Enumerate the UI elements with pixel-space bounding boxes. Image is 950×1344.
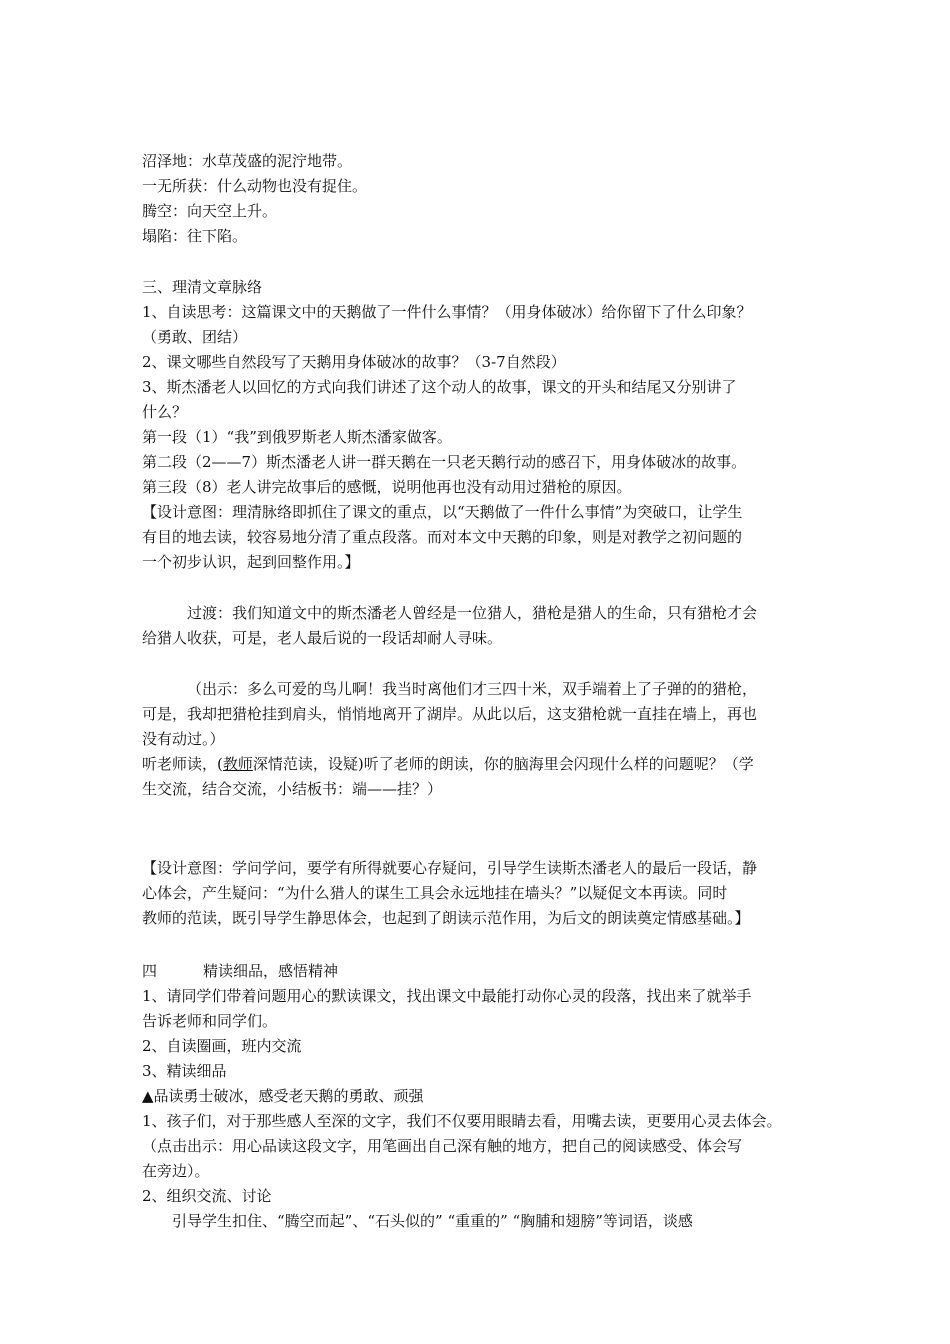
section-4-line: （点击出示：用心品读这段文字，用笔画出自己深有触的地方，把自己的阅读感受、体会写 [142, 1137, 743, 1155]
section-4-line: 2、自读圈画，班内交流 [142, 1037, 302, 1055]
transition-line: 给猎人收获，可是，老人最后说的一段话却耐人寻味。 [142, 629, 503, 647]
section-4-title [142, 960, 822, 982]
section-3-title: 三、理清文章脉络 [142, 278, 263, 296]
quote-line: 可是，我却把猎枪挂到肩头，悄悄地离开了湖岸。从此以后，这支猎枪就一直挂在墙上，再也 [142, 705, 758, 723]
section-4-line: 在旁边）。 [142, 1162, 210, 1180]
section-4-line: 3、精读细品 [142, 1062, 227, 1080]
transition-line: 过渡：我们知道文中的斯杰潘老人曾经是一位猎人，猎枪是猎人的生命，只有猎枪才会 [187, 604, 758, 622]
section-3-line: （勇敢、团结） [142, 328, 248, 346]
listen-line [142, 753, 822, 775]
section-3-line: 第三段（8）老人讲完故事后的感慨，说明他再也没有动用过猎枪的原因。 [142, 478, 632, 496]
section-4-line: 2、组织交流、讨论 [142, 1187, 272, 1205]
vocab-line: 一无所获：什么动物也没有捉住。 [142, 177, 368, 195]
section-4-line: 1、请同学们带着问题用心的默读课文，找出课文中最能打动你心灵的段落，找出来了就举手 [142, 987, 752, 1005]
section-4-title-text: 精读细品，感悟精神 [203, 962, 339, 980]
vocab-line: 腾空：向天空上升。 [142, 202, 278, 220]
section-3-line: 什么？ [142, 403, 188, 421]
section-3-line: 第二段（2——7）斯杰潘老人讲一群天鹅在一只老天鹅行动的感召下，用身体破冰的故事。 [142, 453, 747, 471]
section-3-line: 1、自读思考：这篇课文中的天鹅做了一件什么事情？（用身体破冰）给你留下了什么印象？ [142, 303, 752, 321]
listen-post: 深情范读，设疑)听了老师的朗读，你的脑海里会闪现什么样的问题呢？（学 [252, 755, 754, 773]
vocab-line: 塌陷：往下陷。 [142, 227, 248, 245]
section-4-line: 告诉老师和同学们。 [142, 1012, 278, 1030]
quote-line: 没有动过。） [142, 730, 225, 748]
section-3-line: 3、斯杰潘老人以回忆的方式向我们讲述了这个动人的故事，课文的开头和结尾又分别讲了 [142, 378, 737, 396]
design-intent-line: 【设计意图：理清脉络即抓住了课文的重点，以“天鹅做了一件什么事情”为突破口，让学生 [142, 503, 743, 521]
listen-pre: 听老师读，( [142, 755, 223, 773]
section-4-line: 引导学生扣住、“腾空而起”、“石头似的” “重重的” “胸脯和翅膀”等词语，谈感 [172, 1212, 693, 1230]
section-3-line: 2、课文哪些自然段写了天鹅用身体破冰的故事？（3-7自然段） [142, 353, 566, 371]
section-4-line: ▲品读勇士破冰，感受老天鹅的勇敢、顽强 [142, 1087, 424, 1105]
design-intent-line: 一个初步认识，起到回整作用。】 [142, 553, 360, 571]
design-intent-line: 【设计意图：学问学问，要学有所得就要心存疑问，引导学生读斯杰潘老人的最后一段话，静 [142, 859, 758, 877]
design-intent-line: 心体会，产生疑问：“为什么猎人的谋生工具会永远地挂在墙头？”以疑促文本再读。同时 [142, 884, 728, 902]
vocab-line: 沼泽地：水草茂盛的泥泞地带。 [142, 152, 353, 170]
quote-line: （出示：多么可爱的鸟儿啊！我当时离他们才三四十米，双手端着上了子弹的的猎枪， [187, 680, 758, 698]
listen-line: 生交流，结合交流，小结板书：端——挂？） [142, 780, 443, 798]
design-intent-line: 有目的地去读，较容易地分清了重点段落。而对本文中天鹅的印象，则是对教学之初问题的 [142, 528, 743, 546]
section-4-line: 1、孩子们，对于那些感人至深的文字，我们不仅要用眼睛去看，用嘴去读，更要用心灵去体会。 [142, 1112, 782, 1130]
section-3-line: 第一段（1）“我”到俄罗斯老人斯杰潘家做客。 [142, 428, 452, 446]
teacher-underlined: 教师 [222, 755, 253, 773]
section-4-number: 四 [142, 962, 158, 980]
design-intent-line: 教师的范读，既引导学生静思体会，也起到了朗读示范作用，为后文的朗读奠定情感基础。】 [142, 909, 750, 927]
